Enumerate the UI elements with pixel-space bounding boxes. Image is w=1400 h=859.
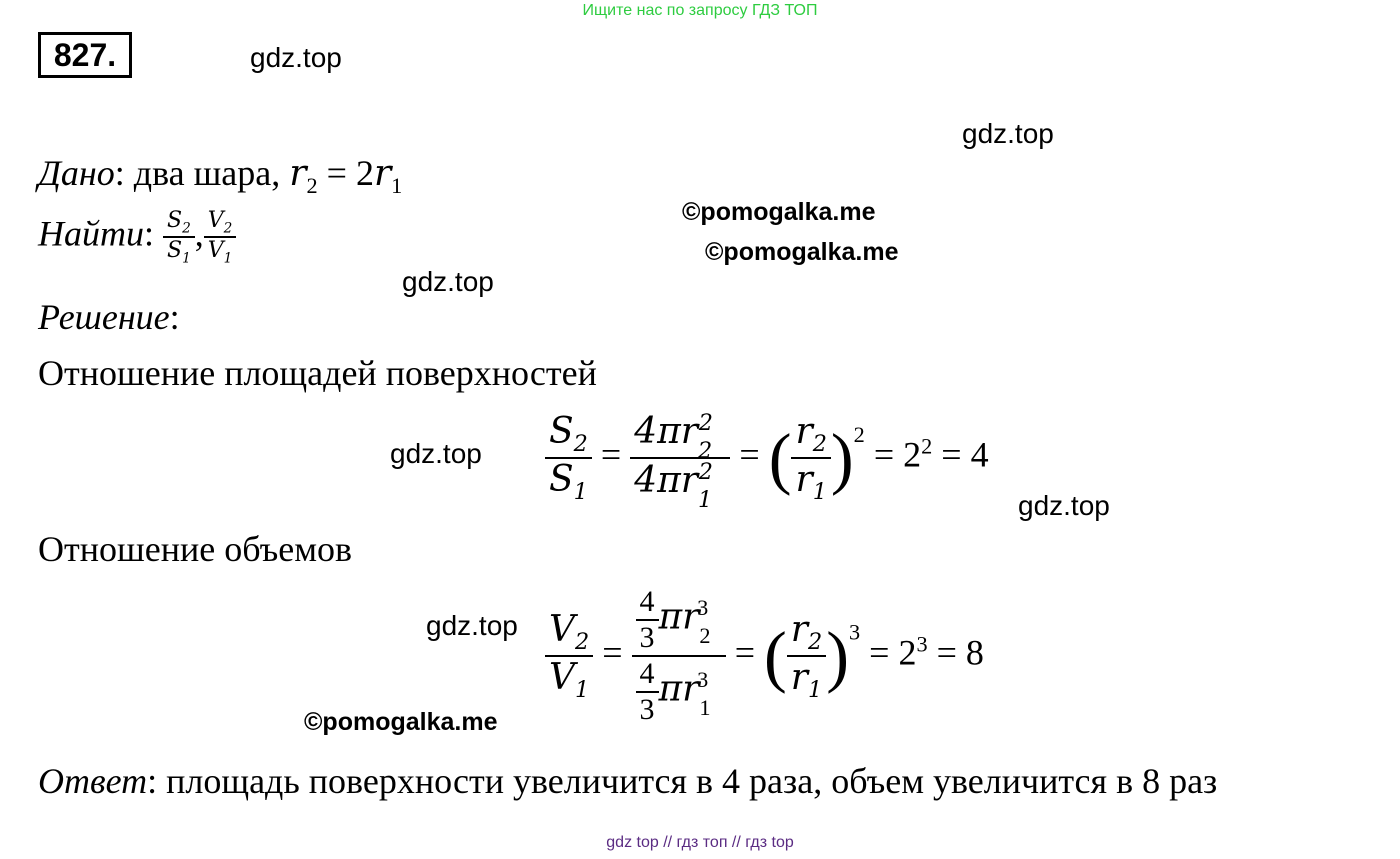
given-line: Дано: два шара, $r_2 = 2r_1$ [38,153,403,199]
volume-heading: Отношение объемов [38,529,352,569]
solution-line: Решение: [38,297,180,337]
watermark-gdz-4: gdz.top [390,438,482,469]
volume-radius-fraction: $\frac{r_2}{r_1}$ [787,609,826,703]
watermark-gdz-6: gdz.top [426,610,518,641]
watermark-gdz-3: gdz.top [402,266,494,297]
answer-label: Ответ [38,761,148,801]
surface-formula: $\frac{S_2}{S_1}$ = $\frac{4\pi r_2^2}{4\pi r_1^2}$ = ( $\frac{r_2}{r_1}$ )$^2 = 2^2 = 4$ [545,410,989,506]
top-banner: Ищите нас по запросу ГДЗ ТОП [582,2,818,19]
find-line: Найти: $\frac{S_2}{S_1}$ , $\frac{V_2}{V_1}$ [38,208,236,267]
given-text: : два шара, [114,153,290,193]
find-fraction-s: $\frac{S_2}{S_1}$ [163,208,195,267]
volume-ratio-fraction: $\frac{V_2}{V_1}$ [545,609,593,703]
answer-line [38,760,1217,802]
find-label: Найти [38,213,144,254]
watermark-pomogalka-2: ©pomogalka.me [705,238,899,266]
watermark-gdz-5: gdz.top [1018,490,1110,521]
volume-formula-fraction: $\frac{4}{3}$ $\pi r_2^3$ $\frac{4}{3}$ $\pi r_1^3$ [632,585,726,727]
surface-area-fraction: $\frac{4\pi r_2^2}{4\pi r_1^2}$ [630,410,730,506]
watermark-pomogalka-1: ©pomogalka.me [682,198,876,226]
watermark-gdz-1: gdz.top [250,42,342,73]
find-fraction-v: $\frac{V_2}{V_1}$ [204,208,237,267]
surface-heading: Отношение площадей поверхностей [38,353,597,393]
watermark-gdz-2: gdz.top [962,118,1054,149]
footer-text: gdz top // гдз топ // гдз top [606,834,794,851]
given-label: Дано [38,153,115,193]
answer-text: : площадь поверхности увеличится в 4 раза, объем увеличится в 8 раз [147,761,1218,801]
surface-radius-fraction: $\frac{r_2}{r_1}$ [791,411,830,505]
solution-label: Решение [38,297,170,337]
volume-formula: $\frac{V_2}{V_1}$ = $\frac{4}{3}$ $\pi r_2^3$ $\frac{4}{3}$ $\pi r_1^3$ = ( $\frac{r_2}{r_1}$ )$^3 = 2^3 = 8$ [545,585,984,727]
surface-ratio-fraction: $\frac{S_2}{S_1}$ [545,411,592,505]
problem-number: 827. [38,32,132,78]
watermark-pomogalka-3: ©pomogalka.me [304,708,498,736]
